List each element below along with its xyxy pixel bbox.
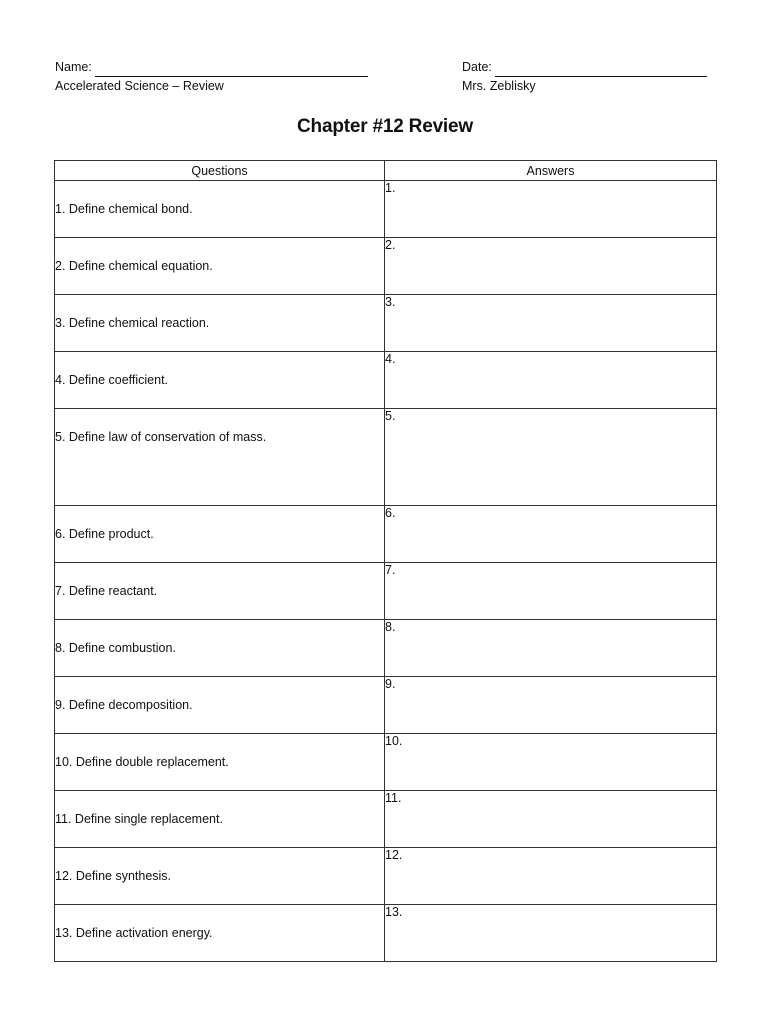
answer-cell[interactable]: 8. xyxy=(385,620,717,677)
answer-cell[interactable]: 12. xyxy=(385,848,717,905)
header-left xyxy=(55,58,368,96)
question-cell: 9. Define decomposition. xyxy=(55,677,385,734)
answer-cell[interactable]: 2. xyxy=(385,238,717,295)
question-cell: 1. Define chemical bond. xyxy=(55,181,385,238)
table-row xyxy=(55,409,717,506)
table-row xyxy=(55,734,717,791)
answer-cell[interactable]: 11. xyxy=(385,791,717,848)
answer-cell[interactable]: 13. xyxy=(385,905,717,962)
answer-cell[interactable]: 1. xyxy=(385,181,717,238)
table-header-row xyxy=(55,161,717,181)
review-table xyxy=(54,160,717,962)
question-cell: 5. Define law of conservation of mass. xyxy=(55,409,385,506)
answer-cell[interactable]: 6. xyxy=(385,506,717,563)
table-row xyxy=(55,181,717,238)
questions-header: Questions xyxy=(55,161,385,181)
page-title: Chapter #12 Review xyxy=(297,116,473,137)
date-label: Date: xyxy=(462,60,492,74)
table-row xyxy=(55,677,717,734)
question-cell: 13. Define activation energy. xyxy=(55,905,385,962)
teacher-name: Mrs. Zeblisky xyxy=(462,79,536,93)
date-field[interactable] xyxy=(462,58,707,77)
table-row xyxy=(55,295,717,352)
question-cell: 6. Define product. xyxy=(55,506,385,563)
question-cell: 3. Define chemical reaction. xyxy=(55,295,385,352)
date-blank-line[interactable] xyxy=(495,62,707,77)
course-label: Accelerated Science – Review xyxy=(55,79,224,93)
question-cell: 10. Define double replacement. xyxy=(55,734,385,791)
answer-cell[interactable]: 4. xyxy=(385,352,717,409)
answer-cell[interactable]: 3. xyxy=(385,295,717,352)
question-cell: 8. Define combustion. xyxy=(55,620,385,677)
table-row xyxy=(55,506,717,563)
header-right xyxy=(462,58,707,96)
name-blank-line[interactable] xyxy=(95,62,368,77)
name-label: Name: xyxy=(55,60,92,74)
answers-header: Answers xyxy=(385,161,717,181)
question-cell: 11. Define single replacement. xyxy=(55,791,385,848)
answer-cell[interactable]: 10. xyxy=(385,734,717,791)
question-cell: 7. Define reactant. xyxy=(55,563,385,620)
answer-cell[interactable]: 9. xyxy=(385,677,717,734)
table-row xyxy=(55,791,717,848)
answer-cell[interactable]: 5. xyxy=(385,409,717,506)
question-cell: 2. Define chemical equation. xyxy=(55,238,385,295)
table-row xyxy=(55,905,717,962)
table-row xyxy=(55,238,717,295)
question-cell: 4. Define coefficient. xyxy=(55,352,385,409)
table-row xyxy=(55,848,717,905)
table-row xyxy=(55,352,717,409)
table-row xyxy=(55,563,717,620)
answer-cell[interactable]: 7. xyxy=(385,563,717,620)
name-field[interactable] xyxy=(55,58,368,77)
table-row xyxy=(55,620,717,677)
question-cell: 12. Define synthesis. xyxy=(55,848,385,905)
